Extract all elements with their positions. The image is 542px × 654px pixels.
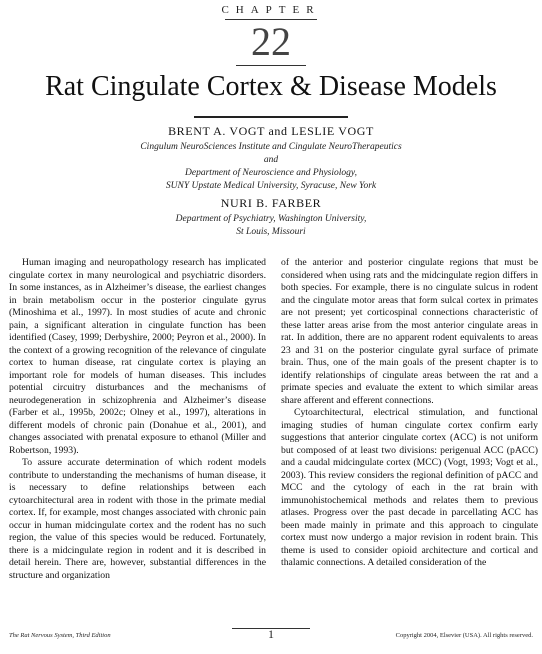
footer-book-title: The Rat Nervous System, Third Edition xyxy=(9,632,111,639)
affiliation-1-line-1: Cingulum NeuroSciences Institute and Cingulate NeuroTherapeutics xyxy=(140,142,402,152)
affiliation-1-line-3: Department of Neuroscience and Physiology, xyxy=(185,168,357,178)
right-paragraph-2: Cytoarchitectural, electrical stimulation, and functional imaging studies of human cingulate cortex confirm early suggestions that anterior cingulate cortex (ACC) is not uniform but composed of at least two divisions: perigenual ACC (pACC) and a caudal midcingulate cortex (MCC) (Vogt, 1993; Vogt et al., 2003). This review considers the regional definition of pACC and MCC and the cytology of each in the rat brain with immunohistochemical methods and relates them to previous atlases. Progress over the past decade in parcellating ACC has been made mainly in primate and this approach to cingulate cortex must now undergo a major revision in rodent brain. This theme is used to consider opioid architecture and cortical and thalamic connections. A detailed consideration of the xyxy=(281,407,538,568)
chapter-label: CHAPTER xyxy=(221,4,321,16)
chapter-title: Rat Cingulate Cortex & Disease Models xyxy=(45,71,497,102)
right-column xyxy=(281,257,538,570)
title-rule xyxy=(194,116,348,118)
page-number: 1 xyxy=(268,627,274,641)
chapter-rule-bottom xyxy=(236,65,306,66)
affiliation-2-line-2: St Louis, Missouri xyxy=(236,227,306,237)
affiliation-1-line-2: and xyxy=(263,155,279,165)
author-names-1: BRENT A. VOGT and LESLIE VOGT xyxy=(168,124,374,138)
affiliation-2-line-1: Department of Psychiatry, Washington University, xyxy=(175,214,367,224)
chapter-number: 22 xyxy=(251,19,291,64)
left-column xyxy=(9,257,266,582)
left-paragraph-1: Human imaging and neuropathology research has implicated cingulate cortex in many neurological and psychiatric disorders. In some instances, as in Alzheimer’s disease, the earliest changes in brain metabolism occur in the posterior cingulate gyrus (Minoshima et al., 1997). In most studies of acute and chronic pain, a significant alteration in cingulate function has been identified (Casey, 1999; Derbyshire, 2000; Peyron et al., 2000). In the context of a growing recognition of the relevance of cingulate cortex to human disease, rat cingulate cortex is playing an important role for models of human diseases. This includes potential circuitry disturbances and the mechanisms of neurodegeneration in schizophrenia and Alzheimer’s disease (Farber et al., 1995b, 2002c; Olney et al., 1997), alterations in different models of chronic pain (Donahue et al., 2001), and changes associated with prenatal exposure to ethanol (Miller and Robertson, 1993). xyxy=(9,257,266,456)
author-names-2: NURI B. FARBER xyxy=(220,196,322,210)
left-paragraph-2: To assure accurate determination of which rodent models contribute to understanding the mechanisms of human disease, it is necessary to define relationships between each cytoarchitectural area in rodent with those in the primate medial cortex. If, for example, most changes associated with chronic pain occur in human midcingulate cortex and the rodent has no such region, the value of this species would be reduced. Fortunately, there is a midcingulate region in rodent and it is described in detail herein. There are, however, substantial differences in the structure and organization xyxy=(9,457,266,581)
right-paragraph-1: of the anterior and posterior cingulate regions that must be considered when using rats and the midcingulate region differs in both species. For example, there is no cingulate sulcus in rodent and the cingulate motor areas that form sulcal cortex in primates are not present; yet corticospinal connections characteristic of these latter areas arise from the most anterior cingulate areas in rat. In addition, there are no apparent rodent equivalents to areas 23 and 31 on the posterior cingulate gyral surface of primate brain. Thus, one of the main goals of the present chapter is to identify relationships of cingulate areas between the rat and a primate species and evaluate the extent to which similar areas share afferent and efferent connections. xyxy=(281,257,538,406)
affiliation-1-line-4: SUNY Upstate Medical University, Syracuse, New York xyxy=(165,181,377,191)
footer-copyright: Copyright 2004, Elsevier (USA). All rights reserved. xyxy=(395,632,533,639)
